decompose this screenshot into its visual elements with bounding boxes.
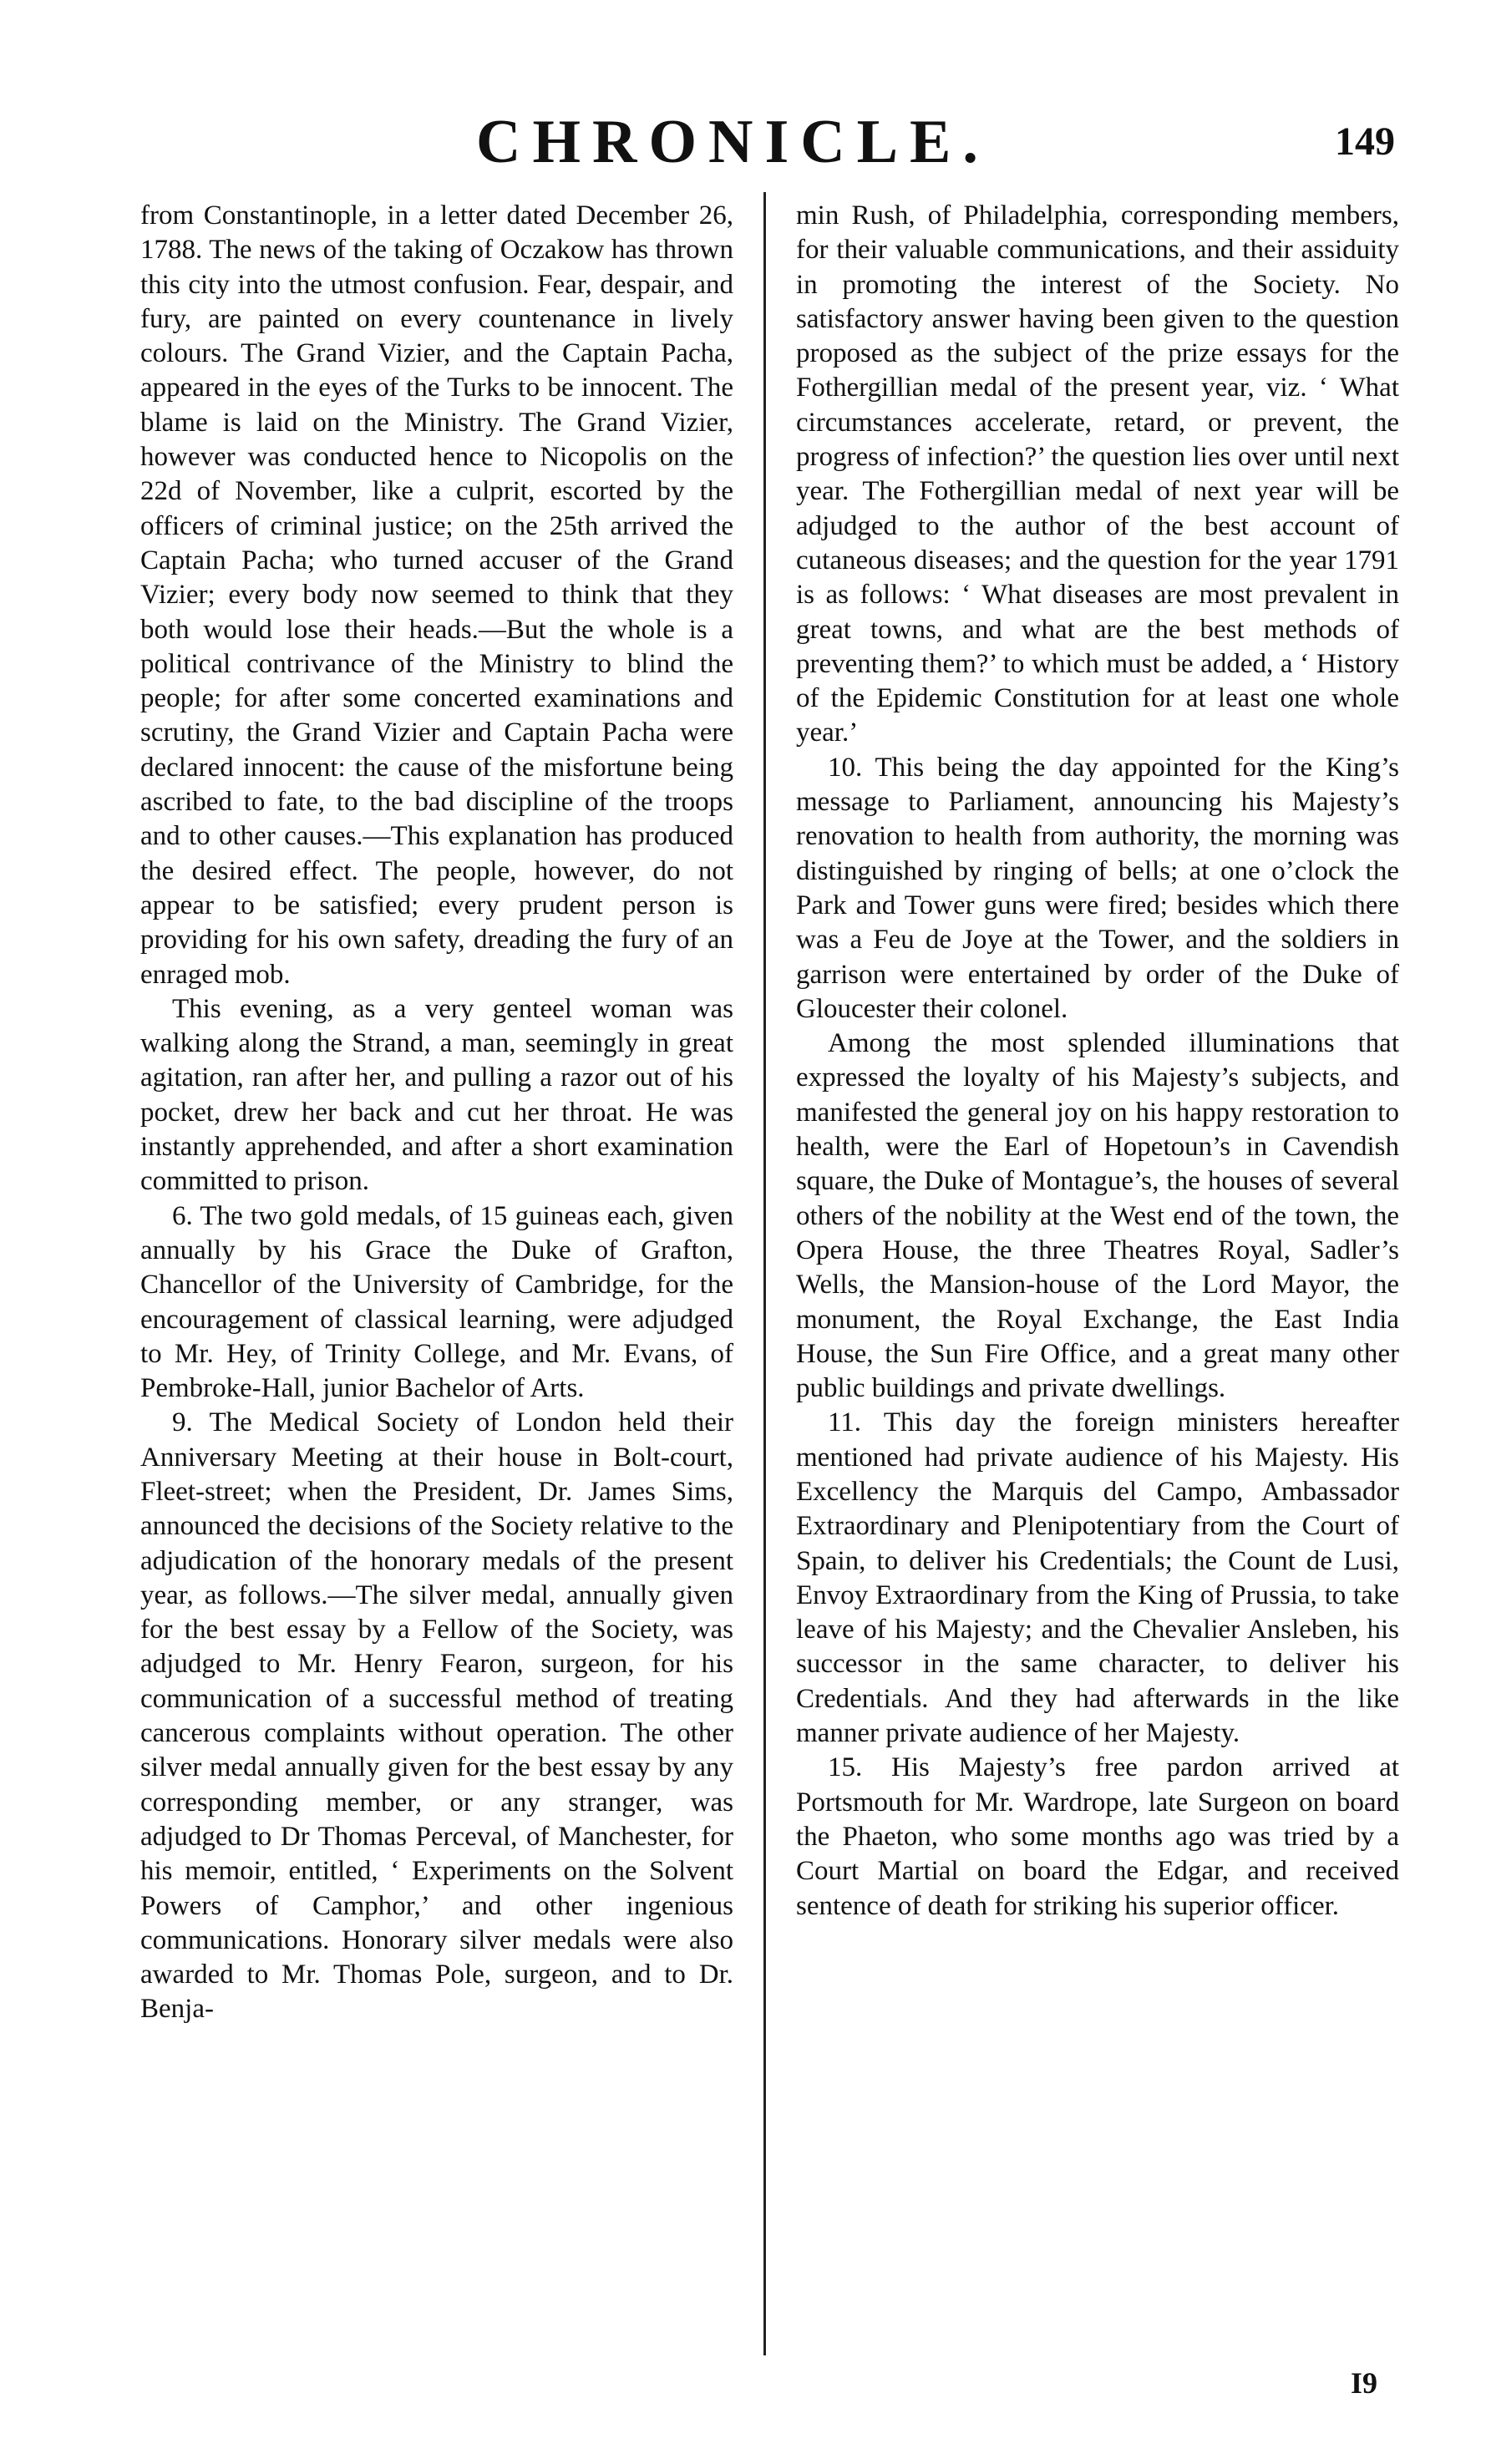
left-column [140,199,733,2027]
column-divider [763,192,766,2355]
paragraph: 11. This day the foreign ministers hereafter mentioned had private audience of his Majesty. His Excellency the Marquis del Campo, Ambassador Extraordinary and Plenipotentiary from the Court of Spain, to deliver his Credentials; the Count de Lusi, Envoy Extraordinary from the King of Prussia, to take leave of his Majesty; and the Chevalier Ansleben, his successor in the same character, to deliver his Credentials. And they had afterwards in the like manner private audience of her Majesty. [796,1407,1399,1749]
signature-mark: I9 [1350,2366,1377,2400]
paragraph: from Constantinople, in a letter dated December 26, 1788. The news of the taking of Oczakow has thrown this city into the utmost confusion. Fear, despair, and fury, are painted on every countenance in lively colours. The Grand Vizier, and the Captain Pacha, appeared in the eyes of the Turks to be innocent. The blame is laid on the Ministry. The Grand Vizier, however was conducted hence to Nicopolis on the 22d of November, like a culprit, escorted by the officers of criminal justice; on the 25th arrived the Captain Pacha; who turned accuser of the Grand Vizier; every body now seemed to think that they both would lose their heads.—But the whole is a political contrivance of the Ministry to blind the people; for after some concerted examinations and scrutiny, the Grand Vizier and Captain Pacha were declared innocent: the cause of the misfortune being ascribed to fate, to the bad discipline of the troops and to other causes.—This explanation has produced the desired effect. The people, however, do not appear to be satisfied; every prudent person is providing for his own safety, dreading the fury of an enraged mob. [140,200,733,990]
page-number: 149 [1335,119,1395,164]
paragraph: 9. The Medical Society of London held their Anniversary Meeting at their house in Bolt-court, Fleet-street; when the President, Dr. James Sims, announced the decisions of the Society relative to the adjudication of the honorary medals of the present year, as follows.—The silver medal, annually given for the best essay by a Fellow of the Society, was adjudged to Mr. Henry Fearon, surgeon, for his communication of a successful method of treating cancerous complaints without operation. The other silver medal annually given for the best essay by any corresponding member, or any stranger, was adjudged to Dr Thomas Perceval, of Manchester, for his memoir, entitled, ‘ Experiments on the Solvent Powers of Camphor,’ and other ingenious communications. Honorary silver medals were also awarded to Mr. Thomas Pole, surgeon, and to Dr. Benja- [140,1407,733,2025]
paragraph: This evening, as a very genteel woman was walking along the Strand, a man, seemingly in great agitation, ran after her, and pulling a razor out of his pocket, drew her back and cut her throat. He was instantly apprehended, and after a short examination committed to prison. [140,993,733,1197]
paragraph: 15. His Majesty’s free pardon arrived at Portsmouth for Mr. Wardrope, late Surgeon on board the Phaeton, who some months ago was tried by a Court Martial on board the Edgar, and received sentence of death for striking his superior officer. [796,1752,1399,1921]
paragraph: min Rush, of Philadelphia, corresponding members, for their valuable communications, and their assiduity in promoting the interest of the Society. No satisfactory answer having been given to the question proposed as the subject of the prize essays for the Fothergillian medal of the present year, viz. ‘ What circumstances accelerate, retard, or prevent, the progress of infection?’ the question lies over until next year. The Fothergillian medal of next year will be adjudged to the author of the best account of cutaneous diseases; and the question for the year 1791 is as follows: ‘ What diseases are most prevalent in great towns, and what are the best methods of preventing them?’ to which must be added, a ‘ History of the Epidemic Constitution for at least one whole year.’ [796,200,1399,748]
right-column [796,199,1399,1924]
running-head [125,100,1420,184]
running-title: CHRONICLE. [476,108,990,176]
paragraph: 10. This being the day appointed for the King’s message to Parliament, announcing his Majesty’s renovation to health from authority, the morning was distinguished by ringing of bells; at one o’clock the Park and Tower guns were fired; besides which there was a Feu de Joye at the Tower, and the soldiers in garrison were entertained by order of the Duke of Gloucester their colonel. [796,752,1399,1024]
paragraph: 6. The two gold medals, of 15 guineas each, given annually by his Grace the Duke of Grafton, Chancellor of the University of Cambridge, for the encouragement of classical learning, were adjudged to Mr. Hey, of Trinity College, and Mr. Evans, of Pembroke-Hall, junior Bachelor of Arts. [140,1200,733,1404]
paragraph: Among the most splended illuminations that expressed the loyalty of his Majesty’s subjects, and manifested the general joy on his happy restoration to health, were the Earl of Hopetoun’s in Cavendish square, the Duke of Montague’s, the houses of several others of the nobility at the West end of the town, the Opera House, the three Theatres Royal, Sadler’s Wells, the Mansion-house of the Lord Mayor, the monument, the Royal Exchange, the East India House, the Sun Fire Office, and a great many other public buildings and private dwellings. [796,1028,1399,1404]
